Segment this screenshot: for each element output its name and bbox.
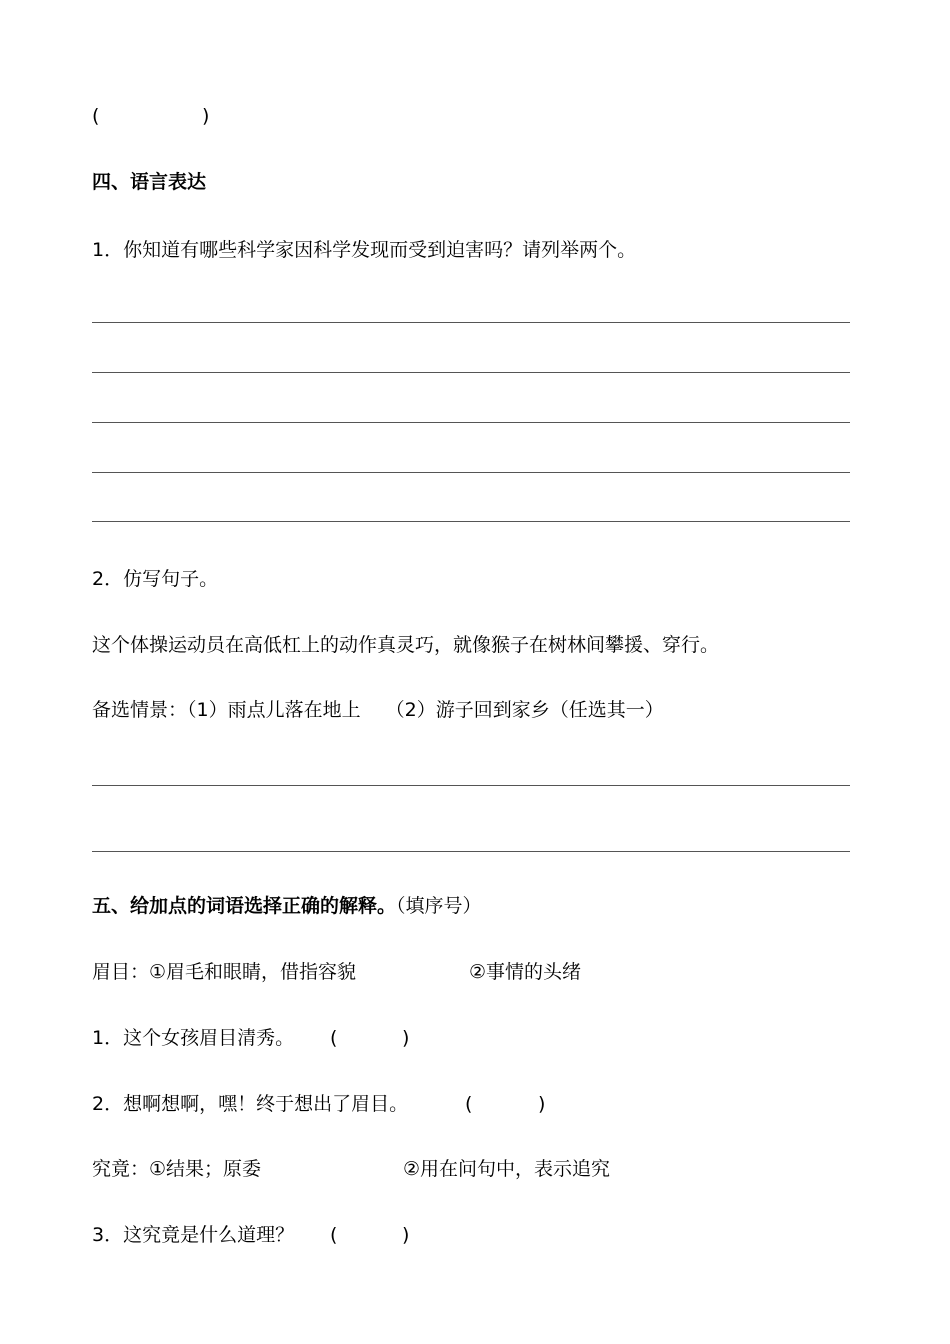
answer-blank-open: ( bbox=[92, 105, 100, 127]
answer-line[interactable] bbox=[92, 521, 850, 522]
answer-blank-open: ( bbox=[465, 1093, 473, 1115]
answer-line[interactable] bbox=[92, 785, 850, 786]
word1-label-def1 bbox=[92, 960, 356, 984]
answer-blank-open: ( bbox=[330, 1224, 338, 1246]
answer-blank-open: ( bbox=[330, 1027, 338, 1049]
answer-blank-close: ) bbox=[202, 105, 210, 127]
question-2: 2．仿写句子。 bbox=[92, 568, 219, 590]
answer-line[interactable] bbox=[92, 322, 850, 323]
answer-line[interactable] bbox=[92, 851, 850, 852]
word1-def2: ②事情的头绪 bbox=[469, 961, 582, 983]
answer-line[interactable] bbox=[92, 372, 850, 373]
section5-heading-note: （填序号） bbox=[396, 895, 482, 917]
answer-blank-close: ) bbox=[538, 1093, 546, 1115]
answer-line[interactable] bbox=[92, 472, 850, 473]
question-1: 1．你知道有哪些科学家因科学发现而受到迫害吗？请列举两个。 bbox=[92, 239, 637, 261]
sentence-3: 3．这究竟是什么道理？ bbox=[92, 1224, 295, 1246]
word2-label: 究竟： bbox=[92, 1158, 150, 1180]
sentence-1: 1．这个女孩眉目清秀。 bbox=[92, 1027, 295, 1049]
word2-def1: ①结果；原委 bbox=[149, 1158, 262, 1180]
answer-blank-close: ) bbox=[402, 1027, 410, 1049]
section5-heading-row bbox=[92, 894, 482, 918]
section5-heading: 五、给加点的词语选择正确的解释。 bbox=[92, 895, 397, 917]
word1-def1: ①眉毛和眼睛，借指容貌 bbox=[149, 961, 357, 983]
answer-line[interactable] bbox=[92, 422, 850, 423]
example-sentence: 这个体操运动员在高低杠上的动作真灵巧，就像猴子在树林间攀援、穿行。 bbox=[92, 634, 720, 656]
answer-blank-close: ) bbox=[402, 1224, 410, 1246]
word1-label: 眉目： bbox=[92, 961, 150, 983]
sentence-2: 2．想啊想啊，嘿！终于想出了眉目。 bbox=[92, 1093, 409, 1115]
word2-def2: ②用在问句中，表示追究 bbox=[403, 1158, 611, 1180]
scenario-options: 备选情景：（1）雨点儿落在地上 （2）游子回到家乡（任选其一） bbox=[92, 699, 664, 721]
section4-heading: 四、语言表达 bbox=[92, 171, 207, 193]
word2-label-def1 bbox=[92, 1157, 261, 1181]
